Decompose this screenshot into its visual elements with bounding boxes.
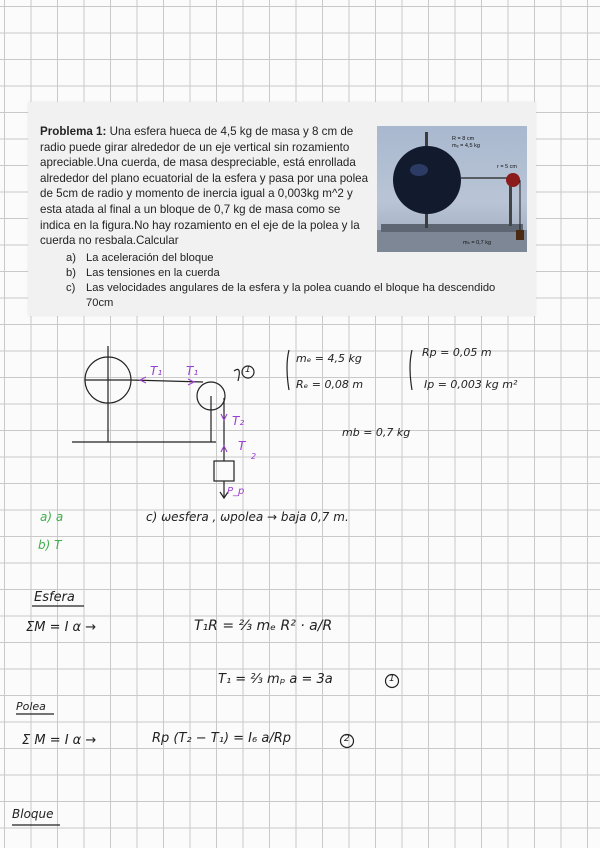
photo-label-pulley: r = 5 cm xyxy=(497,164,518,170)
bracket-left xyxy=(287,350,289,390)
block-drawing xyxy=(214,461,234,481)
problem-heading: Problema 1: xyxy=(40,125,107,138)
given-ip: Ip = 0,003 kg m² xyxy=(424,378,518,391)
esfera-eq-number: 1 xyxy=(389,674,395,684)
label-t2: T₂ xyxy=(232,414,245,428)
label-t2-sub: 2 xyxy=(251,452,257,461)
given-me: mₑ = 4,5 kg xyxy=(296,352,362,365)
photo-label-sphere: R = 8 cm xyxy=(452,136,475,142)
photo-label-sphere-mass: mₑ = 4,5 kg xyxy=(452,143,480,149)
label-circle-num: 1 xyxy=(245,365,251,375)
option-c: c) Las velocidades angulares de la esfera y la polea cuando el bloque ha descendido 70cm xyxy=(66,282,496,309)
label-t1-pulley: T₁ xyxy=(186,364,199,378)
esfera-eq3: T₁ = ⅔ mₚ a = 3a xyxy=(218,672,333,687)
ask-a: a) a xyxy=(40,510,64,524)
label-weight: P_p xyxy=(227,486,245,497)
option-b: b) Las tensiones en la cuerda xyxy=(66,267,220,279)
polea-eq1: Σ M = I α → xyxy=(22,733,97,748)
section-esfera: Esfera xyxy=(34,590,75,605)
problem-statement: Una esfera hueca de 4,5 kg de masa y 8 cm de radio puede girar alrededor de un eje vertical sin rozamiento apreciable.Una cuerda, de masa despreciable, está enrollada alrededor del plano ecuatorial de la esfera y pasa por una polea de 5cm de radio y momento de inercia igual a 0,003kg m^2 y esta atada al final a un bloque de 0,7 kg de masa como se indica en la figura.No hay rozamiento en el eje de la polea y la cuerda no resbala.Calcular xyxy=(40,125,369,248)
ask-c: c) ωesfera , ωpolea → baja 0,7 m. xyxy=(146,510,349,524)
section-bloque: Bloque xyxy=(12,807,54,821)
rotation-arrow xyxy=(234,369,239,381)
section-polea: Polea xyxy=(16,700,46,713)
polea-eq-number: 2 xyxy=(344,734,350,744)
given-rp: Rp = 0,05 m xyxy=(422,346,492,359)
polea-eq2: Rp (T₂ − T₁) = I₆ a/Rp xyxy=(152,731,291,746)
esfera-eq1: ΣM = I α → xyxy=(26,620,97,635)
given-re: Rₑ = 0,08 m xyxy=(296,378,364,391)
label-t1-sphere: T₁ xyxy=(150,364,163,378)
label-t2-block: T xyxy=(238,439,246,453)
option-a: a) La aceleración del bloque xyxy=(66,252,214,264)
photo-label-block: mₕ = 0,7 kg xyxy=(463,240,492,246)
given-mb: mb = 0,7 kg xyxy=(342,426,411,439)
esfera-eq2: T₁R = ⅔ mₑ R² · a/R xyxy=(194,618,333,634)
bracket-right xyxy=(410,350,412,390)
ask-b: b) T xyxy=(38,538,62,552)
